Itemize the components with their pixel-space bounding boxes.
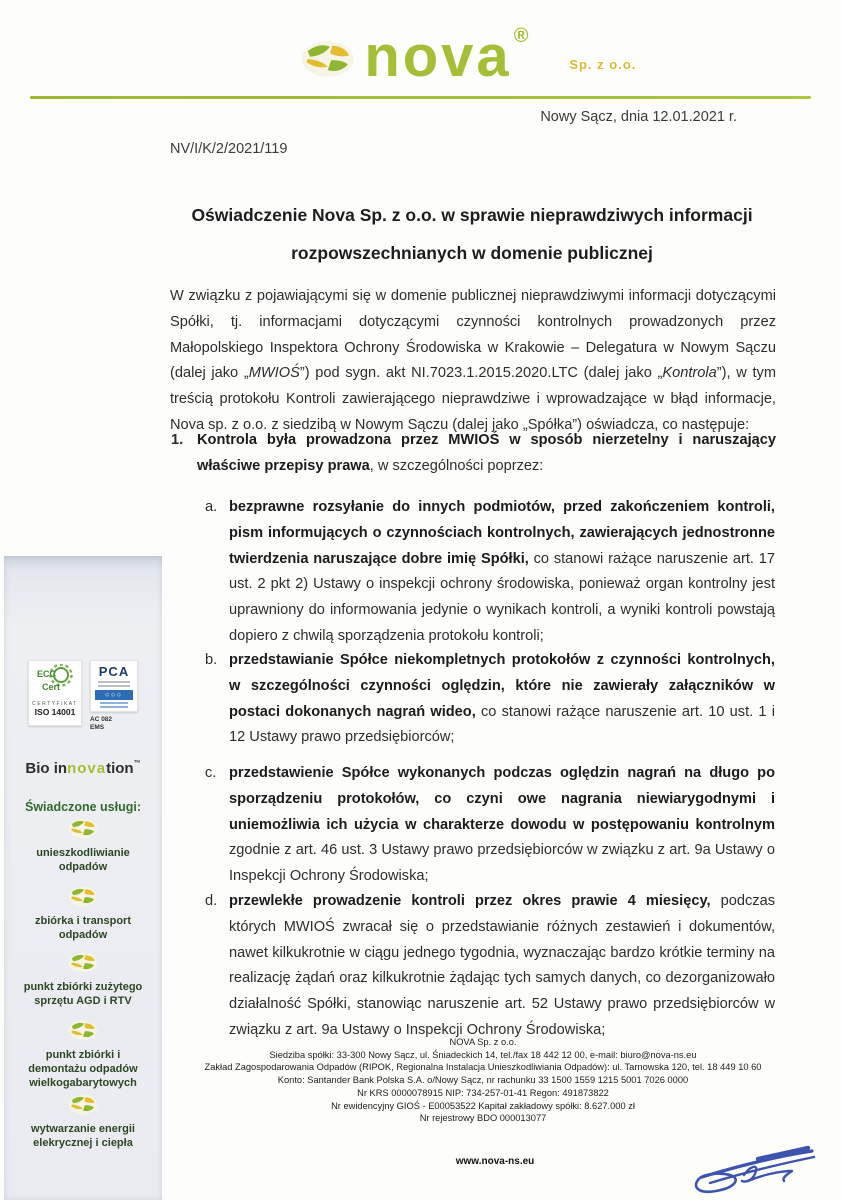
- pca-badge: PCA ◇◇◇ AC 082 EMS: [90, 660, 138, 732]
- document-title: Oświadczenie Nova Sp. z o.o. w sprawie nieprawdziwych informacji rozpowszechnianych w domenie publicznej: [191, 205, 753, 263]
- sub-item-c: c. przedstawienie Spółce wykonanych podczas oględzin nagrań na długo po sporządzeniu protokołów, co czyni owe nagrania niewiarygodnymi i uniemożliwia ich użycia w charakterze dowodu w postępowaniu kontrolnym zgodnie z art. 46 ust. 3 Ustawy prawo przedsiębiorców w związku z art. 9a Ustawy o Inspekcji Ochrony Środowiska;: [205, 761, 775, 890]
- footer-line: Konto: Santander Bank Polska S.A. o/Nowy Sącz, nr rachunku 33 1500 1559 1215 5001 7026 0000: [277, 1075, 689, 1086]
- sub-item-a: a. bezprawne rozsyłanie do innych podmiotów, przed zakończeniem kontroli, pism informujących o czynnościach kontrolnych, zawierających jednostronne twierdzenia naruszające dobre imię Spółki, co stanowi rażące naruszenie art. 17 ust. 2 pkt 2) Ustawy o inspekcji ochrony środowiska, ponieważ organ kontrolny jest uprawniony do informowania jedynie o wynikach kontroli, a wyniki kontroli powstają dopiero z chwilą sporządzenia protokołu kontroli;: [205, 495, 775, 650]
- recycling-sphere-icon: [68, 818, 98, 844]
- list-item-1: 1. Kontrola była prowadzona przez MWIOŚ w sposób nierzetelny i naruszający właściwe przepisy prawa, w szczególności poprzez:: [171, 428, 776, 480]
- signature: [686, 1144, 818, 1200]
- footer-line: Nr rejestrowy BDO 000013077: [419, 1113, 547, 1124]
- sub-item-b: b. przedstawianie Spółce niekompletnych protokołów z czynności kontrolnych, w szczególności czynności oględzin, które nie zawierały załączników w postaci dokonanych nagrań wideo, co stanowi rażące naruszenie art. 10 ust. 1 i 12 Ustawy prawo przedsiębiorców;: [205, 648, 775, 751]
- footer-company: NOVA Sp. z o.o.: [449, 1037, 517, 1047]
- ecc-cert-gear-icon: [35, 664, 75, 694]
- bio-innovation-logo: Bio innovation™: [25, 760, 141, 777]
- footer-line: Nr ewidencyjny GIOŚ - E00053522 Kapitał zakładowy spółki: 8.627.000 zł: [331, 1100, 635, 1111]
- recycling-sphere-icon: [68, 1094, 98, 1120]
- pca-band: ◇◇◇: [95, 690, 133, 700]
- recycling-sphere-icon: [68, 1020, 98, 1046]
- service-item: [4, 818, 162, 874]
- service-label: wytwarzanie energii elekrycznej i ciepła: [31, 1123, 135, 1149]
- iso-number: ISO 14001: [34, 707, 76, 717]
- logo-subtitle: Sp. z o.o.: [569, 57, 637, 72]
- list-marker: a.: [205, 499, 218, 515]
- intro-paragraph: W związku z pojawiającymi się w domenie publicznej nieprawdziwymi informacji dotyczącymi Spółki, tj. informacjami dotyczącymi czynności kontrolnych prowadzonych przez Małopolskiego Inspektora Ochrony Środowiska w Krakowie – Delegatura w Nowym Sączu (dalej jako „MWIOŚ”) pod sygn. akt NI.7023.1.2015.2020.LTC (dalej jako „Kontrola”), w tym treścią protokołu Kontroli zawierającego nieprawdziwe i wprowadzające w błąd informacje, Nova sp. z o.o. z siedzibą w Nowym Sączu (dalej jako „Spółka”) oświadcza, co następuje:: [170, 288, 777, 433]
- brand-wordmark: nova ® Sp. z o.o.: [364, 26, 531, 88]
- list-marker: b.: [205, 652, 218, 668]
- service-label: unieszkodliwianie odpadów: [36, 847, 130, 873]
- service-label: punkt zbiórki i demontażu odpadów wielkogabarytowych: [28, 1049, 138, 1089]
- certyfikat-label: CERTYFIKAT: [32, 701, 78, 707]
- date-line: Nowy Sącz, dnia 12.01.2021 r.: [540, 109, 737, 125]
- services-title: Świadczone usługi:: [25, 800, 141, 814]
- sidebar: [4, 556, 162, 1200]
- footer-line: Zakład Zagospodarowania Odpadów (RIPOK, Regionalna Instalacja Unieszkodliwiania Odpadów): ul. Tarnowska 120, tel. 18 449 10 60: [204, 1062, 762, 1073]
- registered-trademark-icon: ®: [513, 25, 532, 47]
- list-marker: 1.: [171, 432, 184, 448]
- iso-14001-badge: [28, 660, 82, 726]
- reference-number: NV/I/K/2/2021/119: [170, 141, 288, 157]
- service-label: zbiórka i transport odpadów: [35, 915, 131, 941]
- svg-text:Cert: Cert: [42, 682, 61, 692]
- nova-logo: [300, 24, 637, 89]
- certification-badges: [4, 660, 162, 732]
- sub-item-d: d. przewlekłe prowadzenie kontroli przez okres prawie 4 miesięcy, podczas których MWIOŚ zwracał się o przedstawianie różnych zestawień i dokumentów, nawet kilkukrotnie w ciągu jednego tygodnia, wyznaczając bardzo krótkie terminy na realizację żądań oraz kilkukrotnie żądając tych samych danych, co dezorganizowało działalność Spółki, stanowiąc naruszenie art. 52 Ustawy prawo przedsiębiorców w związku z art. 9a Ustawy o Inspekcji Ochrony Środowiska;: [205, 889, 775, 1044]
- footer-line: Siedziba spółki: 33-300 Nowy Sącz, ul. Śniadeckich 14, tel./fax 18 442 12 00, e-mail: biuro@nova-ns.eu: [269, 1049, 697, 1060]
- website-url: www.nova-ns.eu: [455, 1156, 535, 1167]
- nova-sphere-icon: [300, 40, 354, 83]
- service-item: [4, 886, 162, 942]
- footer: [143, 1036, 823, 1125]
- list-marker: d.: [205, 893, 218, 909]
- recycling-sphere-icon: [68, 952, 98, 978]
- recycling-sphere-icon: [68, 886, 98, 912]
- service-item: [4, 1020, 162, 1090]
- service-item: [4, 952, 162, 1008]
- service-label: punkt zbiórki zużytego sprzętu AGD i RTV: [23, 981, 143, 1007]
- list-marker: c.: [205, 765, 217, 781]
- header-divider: [30, 96, 811, 99]
- service-item: [4, 1094, 162, 1150]
- svg-text:ECC: ECC: [37, 669, 57, 679]
- footer-line: Nr KRS 0000078915 NIP: 734-257-01-41 Regon: 491873822: [357, 1087, 609, 1098]
